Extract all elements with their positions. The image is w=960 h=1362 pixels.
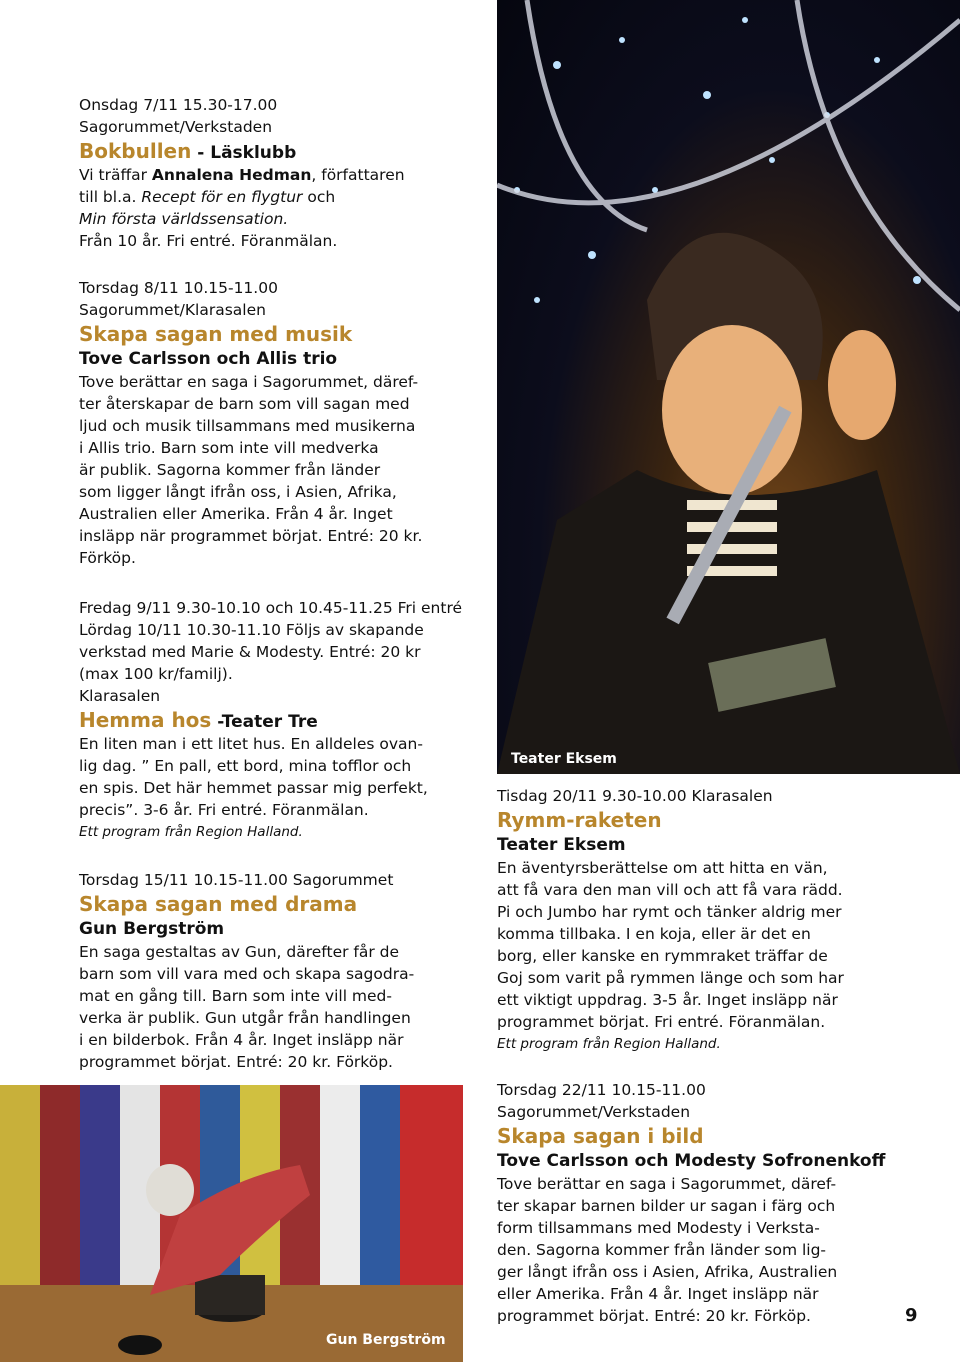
body-line: ger långt ifrån oss i Asien, Afrika, Australien — [497, 1263, 838, 1281]
body-line: En äventyrsberättelse om att hitta en vän, — [497, 859, 828, 877]
body-line: programmet börjat. Entré: 20 kr. Förköp. — [497, 1307, 811, 1325]
body-line: En liten man i ett litet hus. En alldeles ovan- — [79, 735, 423, 753]
body-line: den. Sagorna kommer från länder som lig- — [497, 1241, 827, 1259]
book-title: Min första världssensation. — [79, 210, 289, 228]
left-column — [79, 94, 479, 1073]
right-column — [497, 785, 937, 1327]
hat-on-floor — [118, 1335, 162, 1355]
photo-gun-bergstrom — [0, 1085, 463, 1362]
event-place: Sagorummet/Verkstaden — [79, 118, 273, 136]
body-line: som ligger långt ifrån oss, i Asien, Afrika, — [79, 483, 397, 501]
body-line: mat en gång till. Barn som inte vill med- — [79, 987, 392, 1005]
body-line: verka är publik. Gun utgår från handlingen — [79, 1009, 411, 1027]
hand — [828, 330, 896, 440]
page-number: 9 — [905, 1305, 918, 1326]
body-line: En saga gestaltas av Gun, därefter får de — [79, 943, 400, 961]
event-title: Hemma hos — [79, 708, 212, 732]
body-line: precis”. 3-6 år. Fri entré. Föranmälan. — [79, 801, 369, 819]
event-skapa-sagan-musik — [79, 277, 479, 569]
event-place: Sagorummet/Verkstaden — [497, 1103, 691, 1121]
event-title-suffix: -Teater Tre — [211, 712, 318, 732]
event-date: Lördag 10/11 10.30-11.10 Följs av skapande — [79, 621, 424, 639]
body-line: att få vara den man vill och att få vara rädd. — [497, 881, 843, 899]
event-date: Tisdag 20/11 9.30-10.00 Klarasalen — [497, 787, 773, 805]
body-line: programmet börjat. Fri entré. Föranmälan. — [497, 1013, 826, 1031]
event-note: Ett program från Region Halland. — [497, 1036, 721, 1052]
event-bokbullen — [79, 94, 479, 252]
body-line: ljud och musik tillsammans med musikerna — [79, 417, 416, 435]
event-date: Onsdag 7/11 15.30-17.00 — [79, 96, 278, 114]
photo-caption: Teater Eksem — [511, 751, 617, 767]
body-line: eller Amerika. Från 4 år. Inget insläpp när — [497, 1285, 819, 1303]
body-line: ter skapar barnen bilder ur sagan i färg och — [497, 1197, 836, 1215]
body-line: programmet börjat. Entré: 20 kr. Förköp. — [79, 1053, 393, 1071]
event-title-suffix: - Läsklubb — [191, 143, 297, 163]
author-name: Annalena Hedman — [151, 166, 312, 184]
event-title: Skapa sagan i bild — [497, 1124, 704, 1148]
text: till bl.a. — [79, 188, 142, 206]
event-performer: Tove Carlsson och Modesty Sofronenkoff — [497, 1151, 886, 1171]
event-date: Fredag 9/11 9.30-10.10 och 10.45-11.25 Fri entré — [79, 599, 463, 617]
body-line: är publik. Sagorna kommer från länder — [79, 461, 381, 479]
event-info: (max 100 kr/familj). — [79, 665, 233, 683]
body-line: en spis. Det här hemmet passar mig perfekt, — [79, 779, 428, 797]
body-line: Tove berättar en saga i Sagorummet, däref- — [79, 373, 419, 391]
body-line: barn som vill vara med och skapa sagodra- — [79, 965, 415, 983]
body-line: i en bilderbok. Från 4 år. Inget insläpp när — [79, 1031, 404, 1049]
event-date: Torsdag 22/11 10.15-11.00 — [497, 1081, 706, 1099]
body-line: Förköp. — [79, 549, 136, 567]
event-date: Torsdag 8/11 10.15-11.00 — [79, 279, 278, 297]
body-line: borg, eller kanske en rymmraket träffar de — [497, 947, 828, 965]
body-line: komma tillbaka. I en koja, eller är det en — [497, 925, 811, 943]
text: , författaren — [311, 166, 405, 184]
event-date: Torsdag 15/11 10.15-11.00 Sagorummet — [79, 871, 394, 889]
photo-illustration — [0, 1085, 463, 1362]
event-skapa-sagan-drama — [79, 869, 479, 1073]
event-title: Skapa sagan med musik — [79, 322, 353, 346]
event-info: verkstad med Marie & Modesty. Entré: 20 kr — [79, 643, 421, 661]
event-title: Bokbullen — [79, 139, 192, 163]
event-skapa-sagan-bild — [497, 1079, 937, 1327]
event-performer: Gun Bergström — [79, 919, 225, 939]
body-line: Goj som varit på rymmen länge och som har — [497, 969, 844, 987]
event-rymm-raketen — [497, 785, 937, 1055]
event-place: Klarasalen — [79, 687, 161, 705]
event-place: Sagorummet/Klarasalen — [79, 301, 266, 319]
text: Vi träffar — [79, 166, 152, 184]
book-title: Recept för en flygtur — [141, 188, 303, 206]
body-line: ter återskapar de barn som vill sagan med — [79, 395, 410, 413]
body-line: Pi och Jumbo har rymt och tänker aldrig mer — [497, 903, 842, 921]
body-line: ett viktigt uppdrag. 3-5 år. Inget insläpp när — [497, 991, 838, 1009]
event-hemma-hos — [79, 597, 479, 843]
body-line: i Allis trio. Barn som inte vill medverka — [79, 439, 379, 457]
body-line: Tove berättar en saga i Sagorummet, däref- — [497, 1175, 837, 1193]
body-line: form tillsammans med Modesty i Verksta- — [497, 1219, 820, 1237]
event-performer: Teater Eksem — [497, 835, 626, 855]
event-title: Skapa sagan med drama — [79, 892, 358, 916]
stool-body — [195, 1275, 265, 1315]
body-line: lig dag. ” En pall, ett bord, mina tofflor och — [79, 757, 412, 775]
event-note: Ett program från Region Halland. — [79, 824, 303, 840]
performer-head — [146, 1164, 194, 1216]
body-line: Australien eller Amerika. Från 4 år. Inget — [79, 505, 393, 523]
body-line: insläpp när programmet börjat. Entré: 20 kr. — [79, 527, 423, 545]
event-info: Från 10 år. Fri entré. Föranmälan. — [79, 232, 338, 250]
text: och — [302, 188, 336, 206]
event-performer: Tove Carlsson och Allis trio — [79, 349, 338, 369]
event-title: Rymm-raketen — [497, 808, 662, 832]
photo-illustration — [497, 0, 960, 774]
photo-caption: Gun Bergström — [326, 1332, 446, 1348]
photo-teater-eksem — [497, 0, 960, 774]
